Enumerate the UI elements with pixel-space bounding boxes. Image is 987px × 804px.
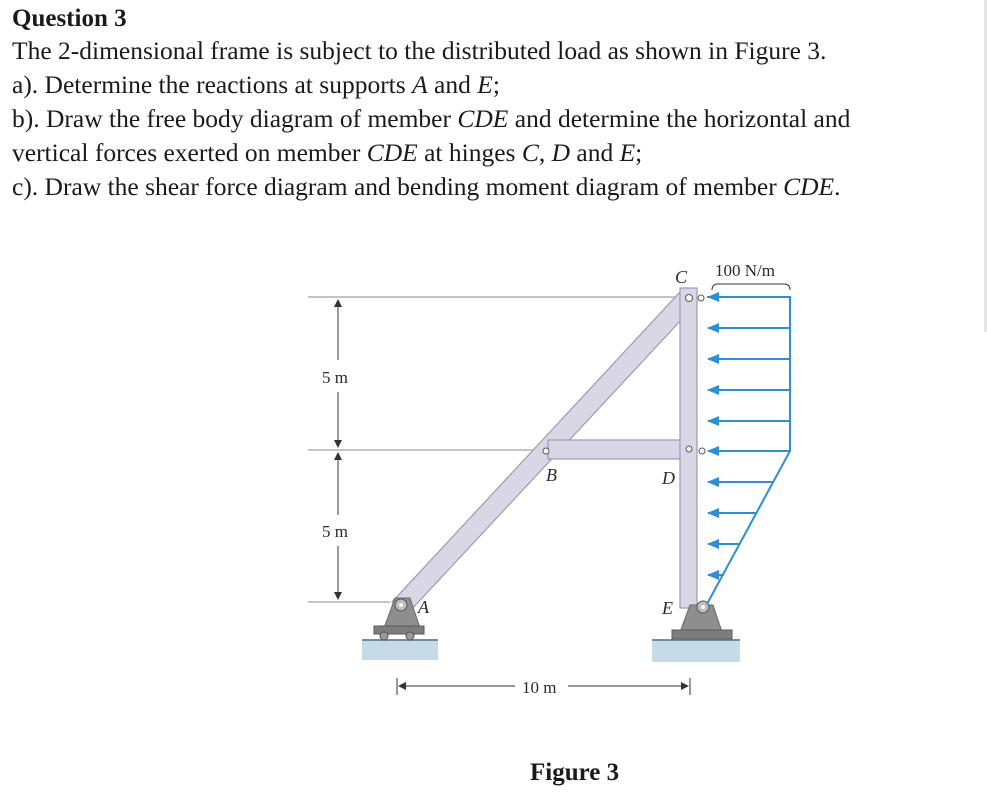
part-b2-comma: , <box>538 138 552 167</box>
part-a-suffix: ; <box>492 70 500 99</box>
part-a-prefix: a). Determine the reactions at supports <box>12 70 413 99</box>
part-b2-and: and <box>570 138 620 167</box>
figure-caption: Figure 3 <box>530 759 620 786</box>
ground-right <box>652 640 740 662</box>
ground-left <box>362 640 438 660</box>
pin-c <box>686 295 693 302</box>
label-a: A <box>418 597 429 617</box>
distributed-load <box>707 297 790 604</box>
member-bd <box>548 440 684 459</box>
part-a-support-a: A <box>412 70 428 99</box>
pin-right-load-mid <box>699 448 705 454</box>
pin-b <box>543 448 549 454</box>
label-e: E <box>662 598 673 618</box>
question-title: Question 3 <box>12 5 127 32</box>
part-b2-prefix: vertical forces exerted on member <box>12 138 367 167</box>
part-a-support-e: E <box>477 70 493 99</box>
load-label: 100 N/m <box>715 261 775 280</box>
pin-right-load-top <box>698 295 704 301</box>
part-b2-suffix: ; <box>635 138 643 167</box>
label-c: C <box>675 267 688 287</box>
part-b2-hinge-c: C <box>521 138 539 167</box>
pin-d-top <box>686 446 692 452</box>
dim-upper-label: 5 m <box>322 368 348 387</box>
part-b1-member: CDE <box>457 104 509 133</box>
dim-horizontal-label: 10 m <box>522 678 557 697</box>
load-label-brace <box>712 284 790 290</box>
part-c-prefix: c). Draw the shear force diagram and bending moment diagram of member <box>12 172 784 201</box>
label-d: D <box>662 468 675 488</box>
part-c-suffix: . <box>834 172 841 201</box>
part-c-member: CDE <box>783 172 835 201</box>
part-b2-hinge-e: E <box>619 138 636 167</box>
label-b: B <box>546 465 557 485</box>
part-a-and: and <box>427 70 478 99</box>
part-b2-hinge-d: D <box>551 138 570 167</box>
part-b2-mid: at hinges <box>417 138 522 167</box>
question-intro: The 2-dimensional frame is subject to the distributed load as shown in Figure 3. <box>12 36 827 65</box>
part-b1-prefix: b). Draw the free body diagram of member <box>12 104 458 133</box>
part-b2-member: CDE <box>366 138 418 167</box>
part-b1-suffix: and determine the horizontal and <box>508 104 851 133</box>
dim-lower-label: 5 m <box>322 522 348 541</box>
